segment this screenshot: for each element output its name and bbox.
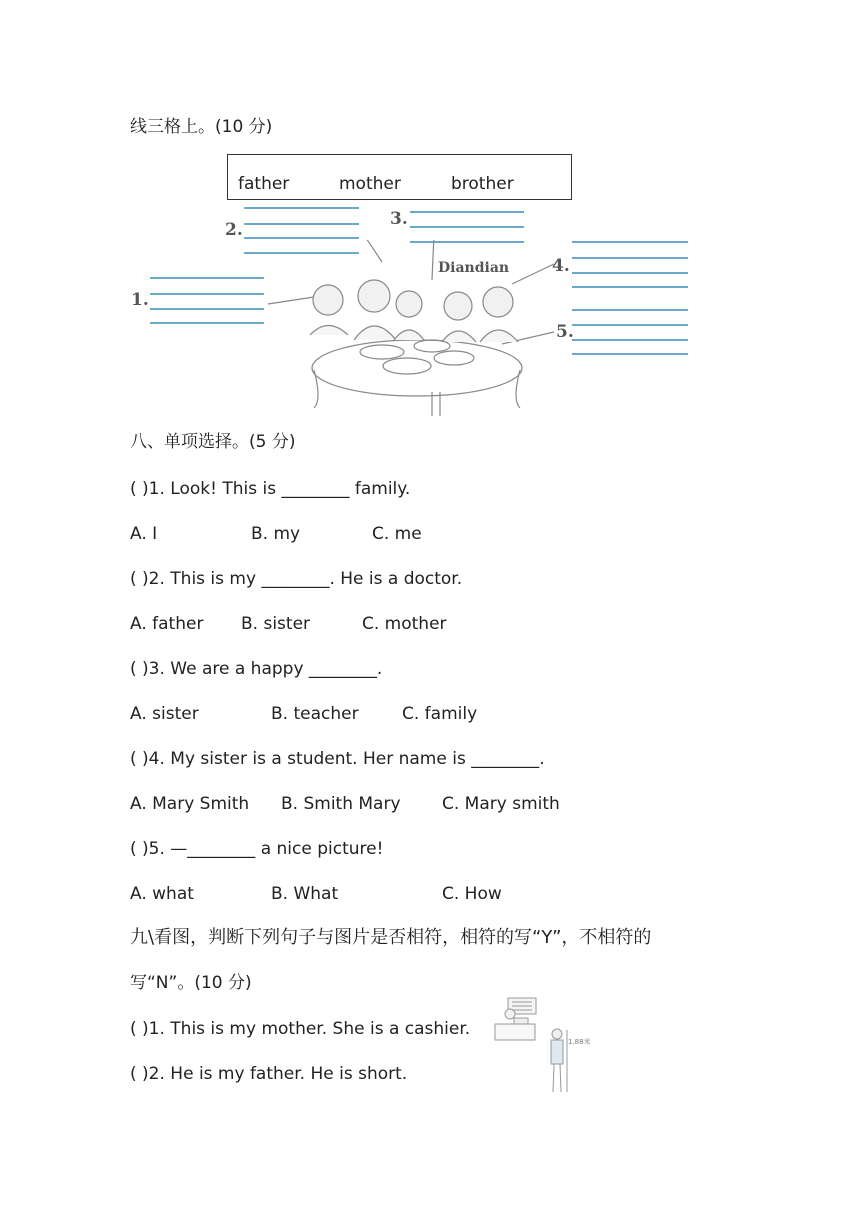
word-bank-box xyxy=(227,154,572,200)
q1-option-a[interactable]: A. I xyxy=(130,524,158,544)
label-5: 5. xyxy=(556,322,574,342)
q3-stem[interactable]: ( )3. We are a happy ________. xyxy=(130,659,383,679)
q5-option-b[interactable]: B. What xyxy=(271,884,339,904)
judge-item-1[interactable]: ( )1. This is my mother. She is a cashier. xyxy=(130,1019,471,1039)
tall-man-picture xyxy=(545,1026,595,1098)
label-4: 4. xyxy=(552,256,570,276)
label-1: 1. xyxy=(131,290,149,310)
q4-option-a[interactable]: A. Mary Smith xyxy=(130,794,250,814)
cashier-picture xyxy=(492,996,540,1042)
diandian-label: Diandian xyxy=(438,260,510,276)
section9-title-line2: 写“N”。(10 分) xyxy=(130,973,252,993)
word-brother: brother xyxy=(451,174,514,194)
q4-stem[interactable]: ( )4. My sister is a student. Her name is ________. xyxy=(130,749,545,769)
q2-option-b[interactable]: B. sister xyxy=(241,614,311,634)
word-mother: mother xyxy=(339,174,401,194)
q1-stem[interactable]: ( )1. Look! This is ________ family. xyxy=(130,479,411,499)
q3-option-c[interactable]: C. family xyxy=(402,704,478,724)
q2-option-c[interactable]: C. mother xyxy=(362,614,447,634)
height-label: 1.88米 xyxy=(568,1038,591,1046)
section8-title: 八、单项选择。(5 分) xyxy=(130,432,296,452)
q2-option-a[interactable]: A. father xyxy=(130,614,204,634)
family-table-illustration xyxy=(262,240,572,420)
label-2: 2. xyxy=(225,220,243,240)
judge-item-2[interactable]: ( )2. He is my father. He is short. xyxy=(130,1064,408,1084)
q5-option-a[interactable]: A. what xyxy=(130,884,194,904)
q2-stem[interactable]: ( )2. This is my ________. He is a doctor. xyxy=(130,569,463,589)
q5-stem[interactable]: ( )5. —________ a nice picture! xyxy=(130,839,384,859)
q4-option-b[interactable]: B. Smith Mary xyxy=(281,794,401,814)
q4-option-c[interactable]: C. Mary smith xyxy=(442,794,560,814)
q3-option-b[interactable]: B. teacher xyxy=(271,704,359,724)
section9-title-line1: 九\看图，判断下列句子与图片是否相符，相符的写“Y”，不相符的 xyxy=(130,927,652,948)
q3-option-a[interactable]: A. sister xyxy=(130,704,199,724)
section7-instruction: 线三格上。(10 分) xyxy=(130,117,273,137)
q5-option-c[interactable]: C. How xyxy=(442,884,502,904)
word-father: father xyxy=(238,174,290,194)
q1-option-b[interactable]: B. my xyxy=(251,524,301,544)
q1-option-c[interactable]: C. me xyxy=(372,524,422,544)
label-3: 3. xyxy=(390,209,408,229)
